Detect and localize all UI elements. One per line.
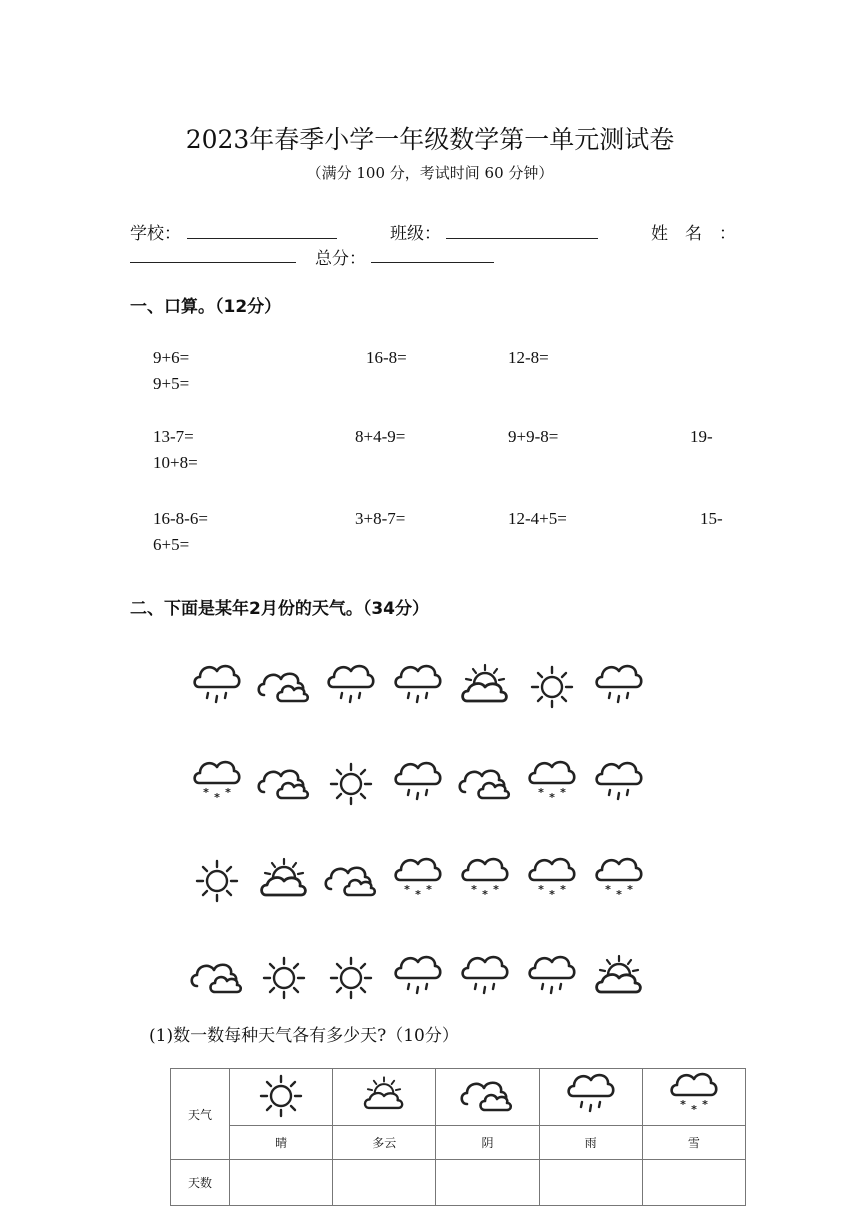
problem: 12-4+5= <box>508 509 567 528</box>
snow-icon <box>396 859 441 901</box>
rain-icon <box>396 763 441 799</box>
days-answer-cell[interactable] <box>230 1160 333 1206</box>
sunny-icon <box>331 764 371 804</box>
problem: 19- <box>690 427 713 446</box>
rain-icon <box>396 666 441 702</box>
rain-icon <box>396 957 441 993</box>
snow-icon <box>642 1069 745 1126</box>
school-label: 学校： <box>130 224 181 244</box>
days-answer-cell[interactable] <box>333 1160 436 1206</box>
snow-icon <box>530 762 575 804</box>
name-label: 姓 名 ： <box>651 224 736 244</box>
problem: 16-8-6= <box>153 509 208 528</box>
weather-name: 阴 <box>436 1126 539 1160</box>
problem: 9+6= <box>153 348 190 367</box>
problem: 8+4-9= <box>355 427 406 446</box>
total-label: 总分： <box>315 249 366 269</box>
sunny-icon <box>532 667 572 707</box>
rain-icon <box>597 763 642 799</box>
problem: 9+5= <box>153 374 190 393</box>
partly-cloudy-icon <box>333 1069 436 1126</box>
problem: 12-8= <box>508 348 549 367</box>
problem: 9+9-8= <box>508 427 559 446</box>
rain-icon <box>530 957 575 993</box>
days-answer-cell[interactable] <box>642 1160 745 1206</box>
snow-icon <box>463 859 508 901</box>
cloudy-icon <box>259 771 308 798</box>
weather-name: 晴 <box>230 1126 333 1160</box>
problem: 6+5= <box>153 535 190 554</box>
days-row-label: 天数 <box>171 1160 230 1206</box>
exam-subtitle: （满分 100 分，考试时间 60 分钟） <box>306 164 554 182</box>
partly-cloudy-icon <box>262 859 306 895</box>
rain-icon <box>195 666 240 702</box>
snow-icon <box>597 859 642 901</box>
rain-icon <box>463 957 508 993</box>
sunny-icon <box>230 1069 333 1126</box>
school-blank[interactable] <box>187 238 337 239</box>
section1-heading: 一、口算。（12分） <box>130 297 282 317</box>
class-blank[interactable] <box>446 238 598 239</box>
problem: 13-7= <box>153 427 194 446</box>
partly-cloudy-icon <box>463 665 507 701</box>
question1-text: (1)数一数每种天气各有多少天?（10分） <box>149 1026 459 1046</box>
weather-name: 雪 <box>642 1126 745 1160</box>
sunny-icon <box>331 958 371 998</box>
name-blank[interactable] <box>130 262 296 263</box>
rain-icon <box>539 1069 642 1126</box>
page-title: 2023年春季小学一年级数学第一单元测试卷 <box>185 125 675 154</box>
problem: 3+8-7= <box>355 509 406 528</box>
days-answer-cell[interactable] <box>539 1160 642 1206</box>
weather-name: 多云 <box>333 1126 436 1160</box>
rain-icon <box>597 666 642 702</box>
section2-heading: 二、下面是某年2月份的天气。（34分） <box>130 599 429 619</box>
partly-cloudy-icon <box>597 956 641 992</box>
weather-name: 雨 <box>539 1126 642 1160</box>
problem: 16-8= <box>366 348 407 367</box>
total-blank[interactable] <box>371 262 494 263</box>
class-label: 班级： <box>390 224 441 244</box>
cloudy-icon <box>192 965 241 992</box>
problem: 15- <box>700 509 723 528</box>
cloudy-icon <box>436 1069 539 1126</box>
snow-icon <box>530 859 575 901</box>
weather-row-label: 天气 <box>171 1069 230 1160</box>
days-answer-cell[interactable] <box>436 1160 539 1206</box>
problem: 10+8= <box>153 453 198 472</box>
cloudy-icon <box>326 868 375 895</box>
cloudy-icon <box>259 674 308 701</box>
weather-calendar-grid <box>190 645 655 1010</box>
rain-icon <box>329 666 374 702</box>
sunny-icon <box>264 958 304 998</box>
sunny-icon <box>197 861 237 901</box>
snow-icon <box>195 762 240 804</box>
weather-tally-table <box>170 1068 746 1206</box>
cloudy-icon <box>460 771 509 798</box>
